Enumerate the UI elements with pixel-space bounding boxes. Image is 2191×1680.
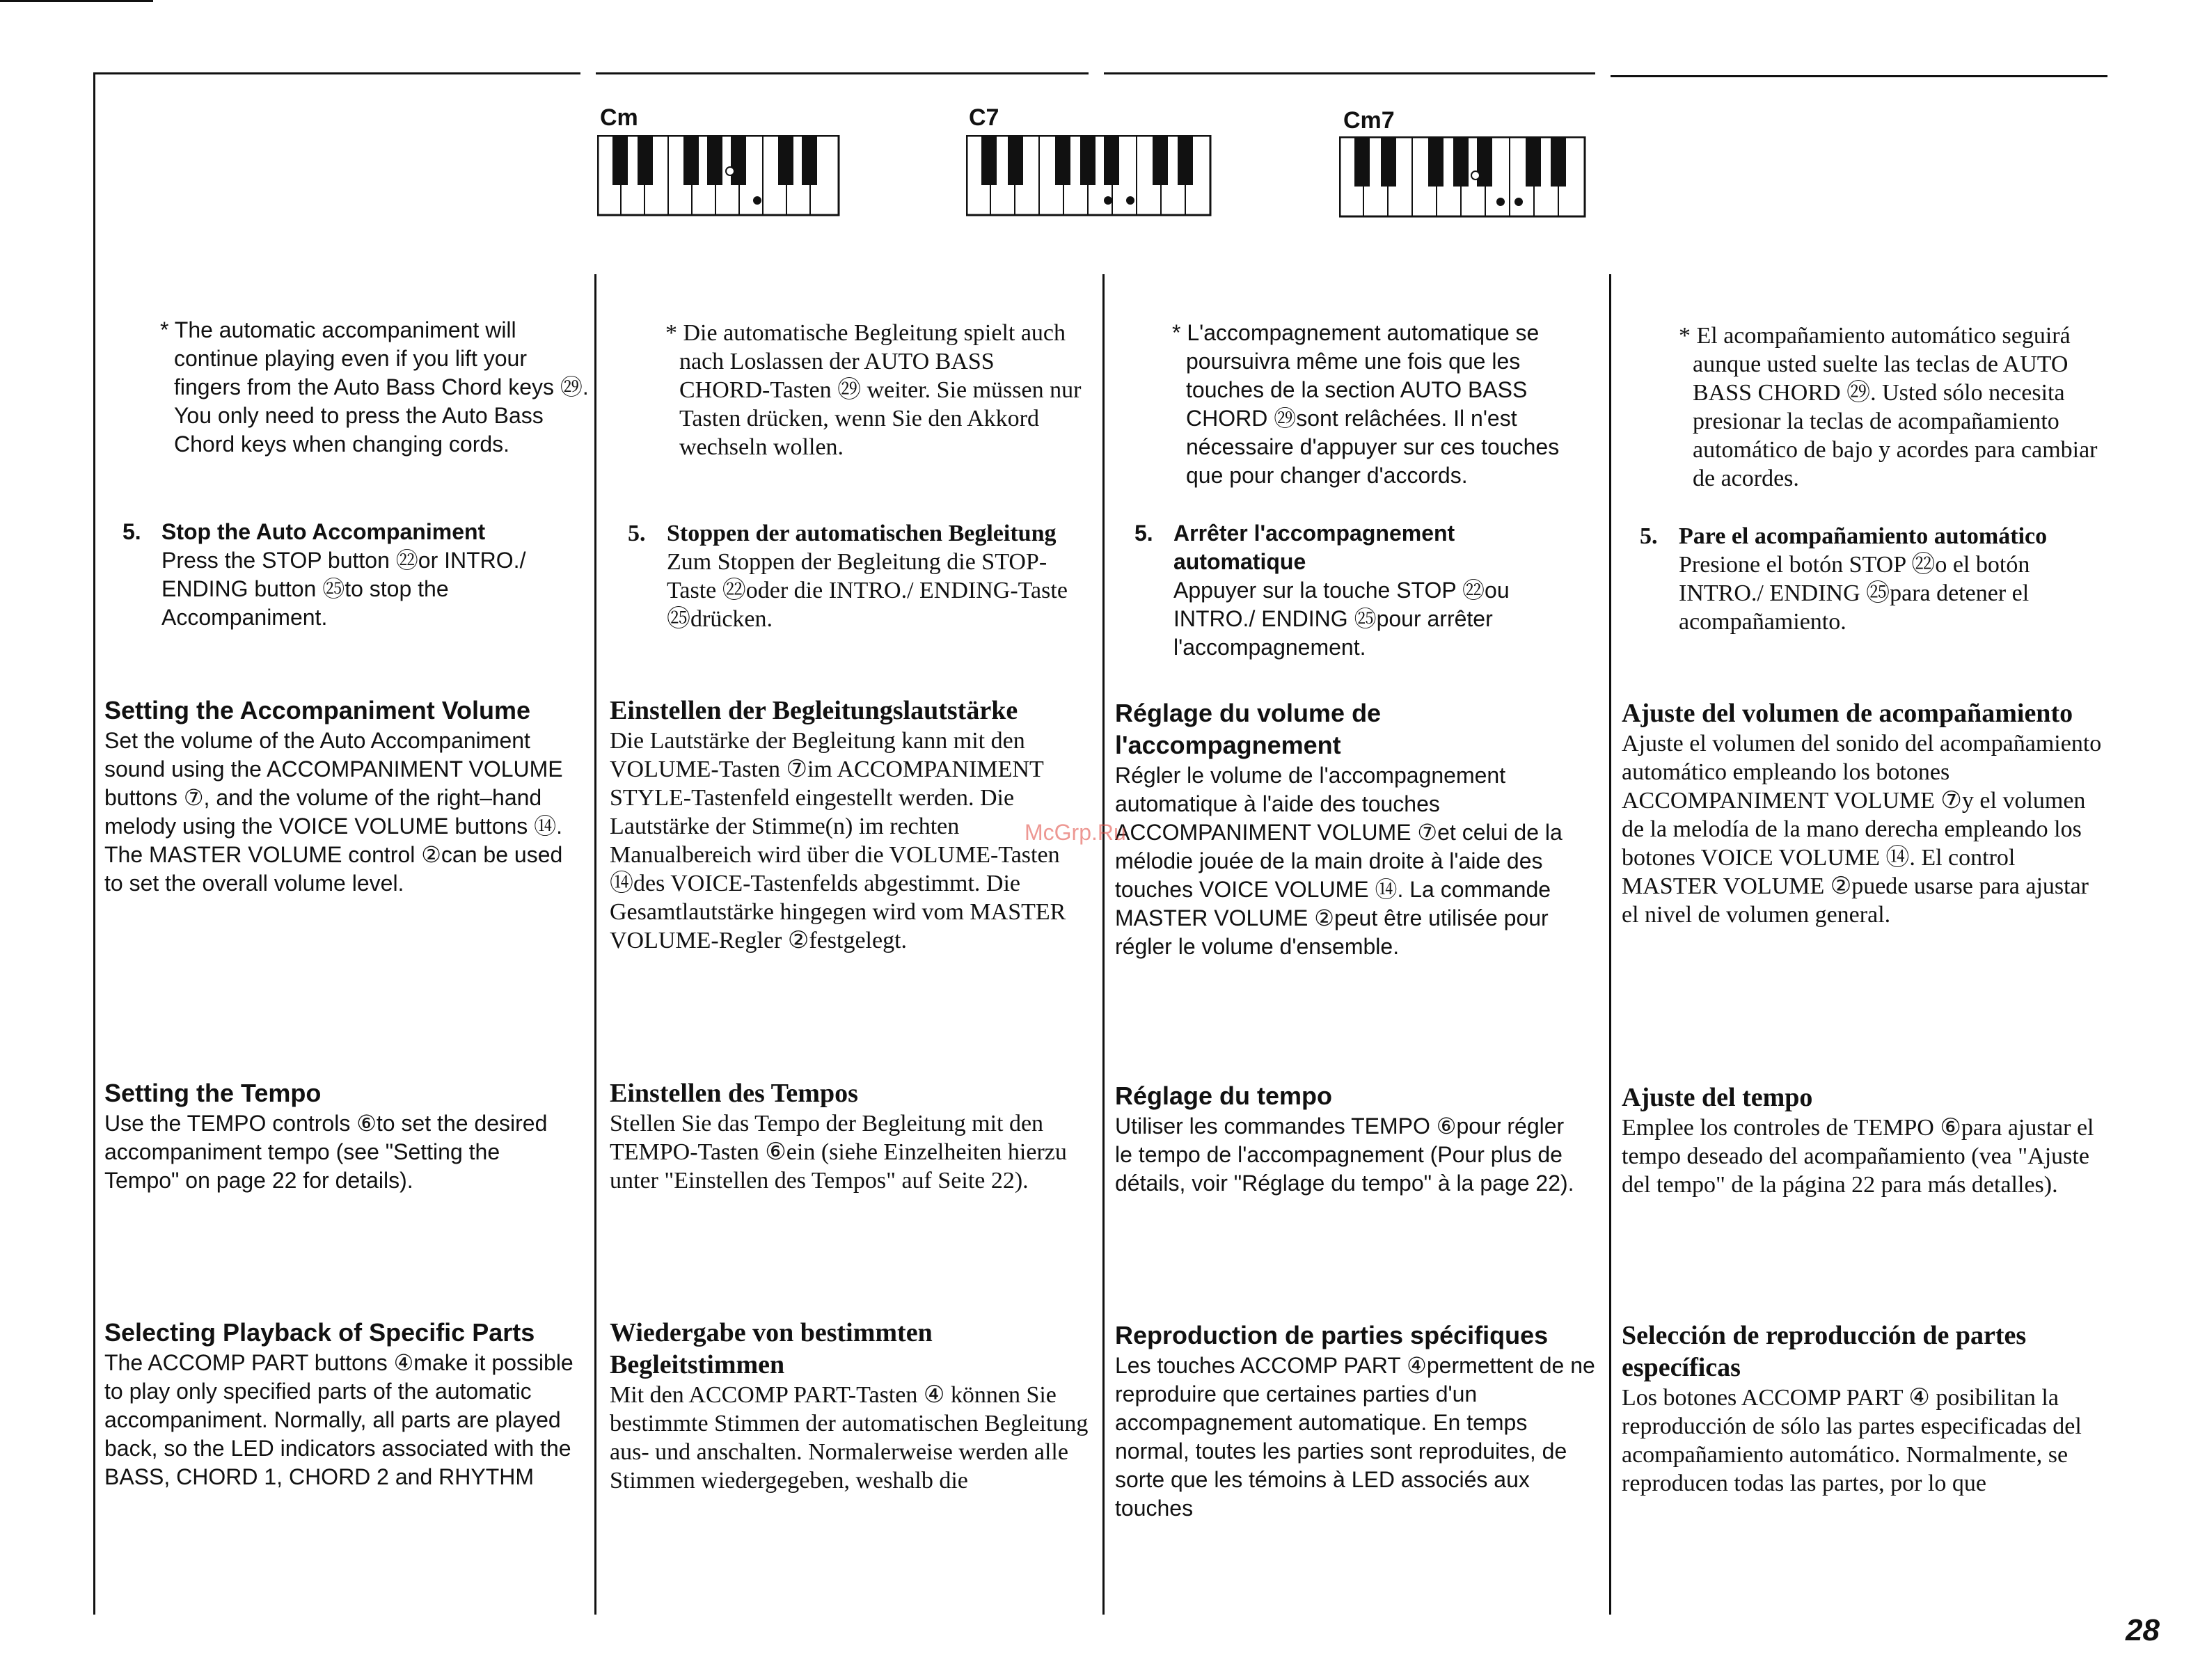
french-step-5 xyxy=(1134,519,1587,662)
corner-mark xyxy=(0,0,153,2)
section-body-volume: Régler le volume de l'accompagnement automatique à l'aide des touches ACCOMPANIMENT VOLUME ⑦et celui de la mélodie jouée de la main droite à l'aide des touches VOICE VOLUME ⑭. La commande MASTER VOLUME ②peut être utilisée pour régler le volume d'ensemble. xyxy=(1115,763,1563,959)
step-title: Stoppen der automatischen Begleitung xyxy=(667,521,1057,546)
french-volume-section xyxy=(1115,697,1602,961)
spanish-tempo-section xyxy=(1622,1081,2109,1199)
german-note: * Die automatische Begleitung spielt auch nach Loslassen der AUTO BASS CHORD-Tasten ㉙ weiter. Sie müssen nur Tasten drücken, wenn Sie den Akkord wechseln wollen. xyxy=(665,320,1082,460)
step-title: Pare el acompañamiento automático xyxy=(1679,523,2048,549)
section-heading-volume: Setting the Accompaniment Volume xyxy=(104,696,531,724)
english-column xyxy=(104,316,589,459)
auto-accomp-note: * The automatic accompaniment will continue playing even if you lift your fingers from the Auto Bass Chord keys ㉙. You only need to press the Auto Bass Chord keys when changing cords. xyxy=(160,317,589,457)
section-heading-tempo: Einstellen des Tempos xyxy=(610,1079,858,1108)
section-body-volume: Die Lautstärke der Begleitung kann mit den VOLUME-Tasten ⑦im ACCOMPANIMENT STYLE-Tastenfeld eingestellt werden. Die Lautstärke der Stimme(n) im rechten Manualbereich wird über die VOLUME-Tasten ⑭des VOICE-Tastenfelds abgestimmt. Die Gesamtlautstärke hingegen wird vom MASTER VOLUME-Regler ②festgelegt. xyxy=(610,728,1066,953)
section-body-parts: The ACCOMP PART buttons ④make it possible to play only specified parts of the automatic accompaniment. Normally, all parts are played back, so the LED indicators associated with the BASS, CHORD 1, CHORD 2 and RHYTHM xyxy=(104,1350,574,1489)
step-number: 5. xyxy=(628,521,646,546)
section-body-parts: Les touches ACCOMP PART ④permettent de ne reproduire que certaines parties d'un accompagnement automatique. En temps normal, toutes les parties sont reproduites, de sorte que les témoins à LED associés aux touches xyxy=(1115,1353,1595,1521)
step-number: 5. xyxy=(1640,523,1658,549)
step-number: 5. xyxy=(1134,521,1153,546)
spanish-note: * El acompañamiento automático seguirá aunque usted suelte las teclas de AUTO BASS CHORD ㉙. Usted sólo necesita presionar la teclas de acompañamiento automático de bajo y acordes para cambiar de acordes. xyxy=(1679,323,2098,491)
section-heading-tempo: Ajuste del tempo xyxy=(1622,1083,1813,1112)
chord-label-cm7: Cm7 xyxy=(1343,107,1395,134)
section-heading-volume: Einstellen der Begleitungslautstärke xyxy=(610,696,1018,725)
section-heading-volume: Ajuste del volumen de acompañamiento xyxy=(1622,699,2073,728)
section-heading-tempo: Setting the Tempo xyxy=(104,1079,322,1107)
section-body-parts: Los botones ACCOMP PART ④ posibilitan la reproducción de sólo las partes especificadas del acompañamiento automático. Normalmente, se reproducen todas las partes, por lo que xyxy=(1622,1385,2082,1496)
section-body-volume: Set the volume of the Auto Accompaniment sound using the ACCOMPANIMENT VOLUME buttons ⑦, and the volume of the right–hand melody using the VOICE VOLUME buttons ⑭. The MASTER VOLUME control ②can be used to set the overall volume level. xyxy=(104,728,563,896)
section-heading-parts: Selección de reproducción de partes específicas xyxy=(1622,1321,2027,1382)
top-rule-1 xyxy=(93,72,580,74)
english-volume-section xyxy=(104,695,585,898)
page-number: 28 xyxy=(2126,1613,2160,1647)
column-divider-3 xyxy=(1609,274,1611,1615)
german-volume-section xyxy=(610,695,1097,955)
french-parts-section xyxy=(1115,1320,1602,1523)
column-divider-1 xyxy=(594,274,596,1615)
section-body-parts: Mit den ACCOMP PART-Tasten ④ können Sie bestimmte Stimmen der automatischen Begleitung aus- und anschalten. Normalerweise werden alle Stimmen wiedergegeben, weshalb die xyxy=(610,1382,1089,1493)
english-step-5 xyxy=(122,518,582,632)
english-parts-section xyxy=(104,1317,585,1491)
step-title: Stop the Auto Accompaniment xyxy=(161,519,486,544)
step-title: Arrêter l'accompagnement automatique xyxy=(1173,521,1455,574)
section-heading-volume: Réglage du volume de l'accompagnement xyxy=(1115,699,1382,759)
top-rule-4 xyxy=(1611,75,2107,77)
keyboard-diagram-cm xyxy=(597,135,841,217)
english-tempo-section xyxy=(104,1077,564,1195)
section-heading-tempo: Réglage du tempo xyxy=(1115,1081,1333,1110)
top-rule-2 xyxy=(596,72,1089,74)
spanish-parts-section xyxy=(1622,1320,2109,1498)
section-body-tempo: Stellen Sie das Tempo der Begleitung mit den TEMPO-Tasten ⑥ein (siehe Einzelheiten hierzu unter "Einstellen des Tempos" auf Seite 22). xyxy=(610,1111,1067,1194)
german-parts-section xyxy=(610,1317,1090,1495)
keyboard-diagram-c7 xyxy=(966,135,1212,217)
chord-label-c7: C7 xyxy=(969,104,999,131)
step-body: Presione el botón STOP ㉒o el botón INTRO./ ENDING ㉕para detener el acompañamiento. xyxy=(1679,552,2030,635)
section-body-tempo: Use the TEMPO controls ⑥to set the desired accompaniment tempo (see "Setting the Tempo" on page 22 for details). xyxy=(104,1111,548,1193)
step-body: Press the STOP button ㉒or INTRO./ ENDING button ㉕to stop the Accompaniment. xyxy=(161,548,526,630)
french-note: * L'accompagnement automatique se poursuivra même une fois que les touches de la section AUTO BASS CHORD ㉙sont relâchées. Il n'est nécessaire d'appuyer sur ces touches que pour changer d'accords. xyxy=(1172,320,1560,488)
german-step-5 xyxy=(628,519,1073,633)
spanish-volume-section xyxy=(1622,697,2109,929)
step-body: Zum Stoppen der Begleitung die STOP-Taste ㉒oder die INTRO./ ENDING-Taste ㉕drücken. xyxy=(667,549,1068,632)
chord-label-cm: Cm xyxy=(600,104,638,131)
french-tempo-section xyxy=(1115,1080,1574,1198)
section-heading-parts: Wiedergabe von bestimmten Begleitstimmen xyxy=(610,1318,933,1379)
section-heading-parts: Selecting Playback of Specific Parts xyxy=(104,1318,535,1347)
section-body-tempo: Emplee los controles de TEMPO ⑥para ajustar el tempo deseado del acompañamiento (vea "Ajuste del tempo" de la página 22 para más detalles). xyxy=(1622,1115,2094,1198)
section-body-tempo: Utiliser les commandes TEMPO ⑥pour régler le tempo de l'accompagnement (Pour plus de détails, voir "Réglage du tempo" à la page 22). xyxy=(1115,1114,1574,1196)
german-tempo-section xyxy=(610,1077,1069,1195)
section-heading-parts: Reproduction de parties spécifiques xyxy=(1115,1321,1549,1349)
top-rule-3 xyxy=(1104,72,1595,74)
section-body-volume: Ajuste el volumen del sonido del acompañamiento automático empleando los botones ACCOMPANIMENT VOLUME ⑦y el volumen de la melodía de la mano derecha empleando los botones VOICE VOLUME ⑭. El control MASTER VOLUME ②puede usarse para ajustar el nivel de volumen general. xyxy=(1622,731,2102,928)
watermark: McGrp.Ru xyxy=(1025,820,1126,845)
left-border xyxy=(93,72,95,1615)
step-number: 5. xyxy=(122,519,141,544)
keyboard-diagram-cm7 xyxy=(1339,136,1587,219)
column-divider-2 xyxy=(1102,274,1105,1615)
spanish-step-5 xyxy=(1640,522,2085,636)
step-body: Appuyer sur la touche STOP ㉒ou INTRO./ ENDING ㉕pour arrêter l'accompagnement. xyxy=(1173,578,1510,660)
